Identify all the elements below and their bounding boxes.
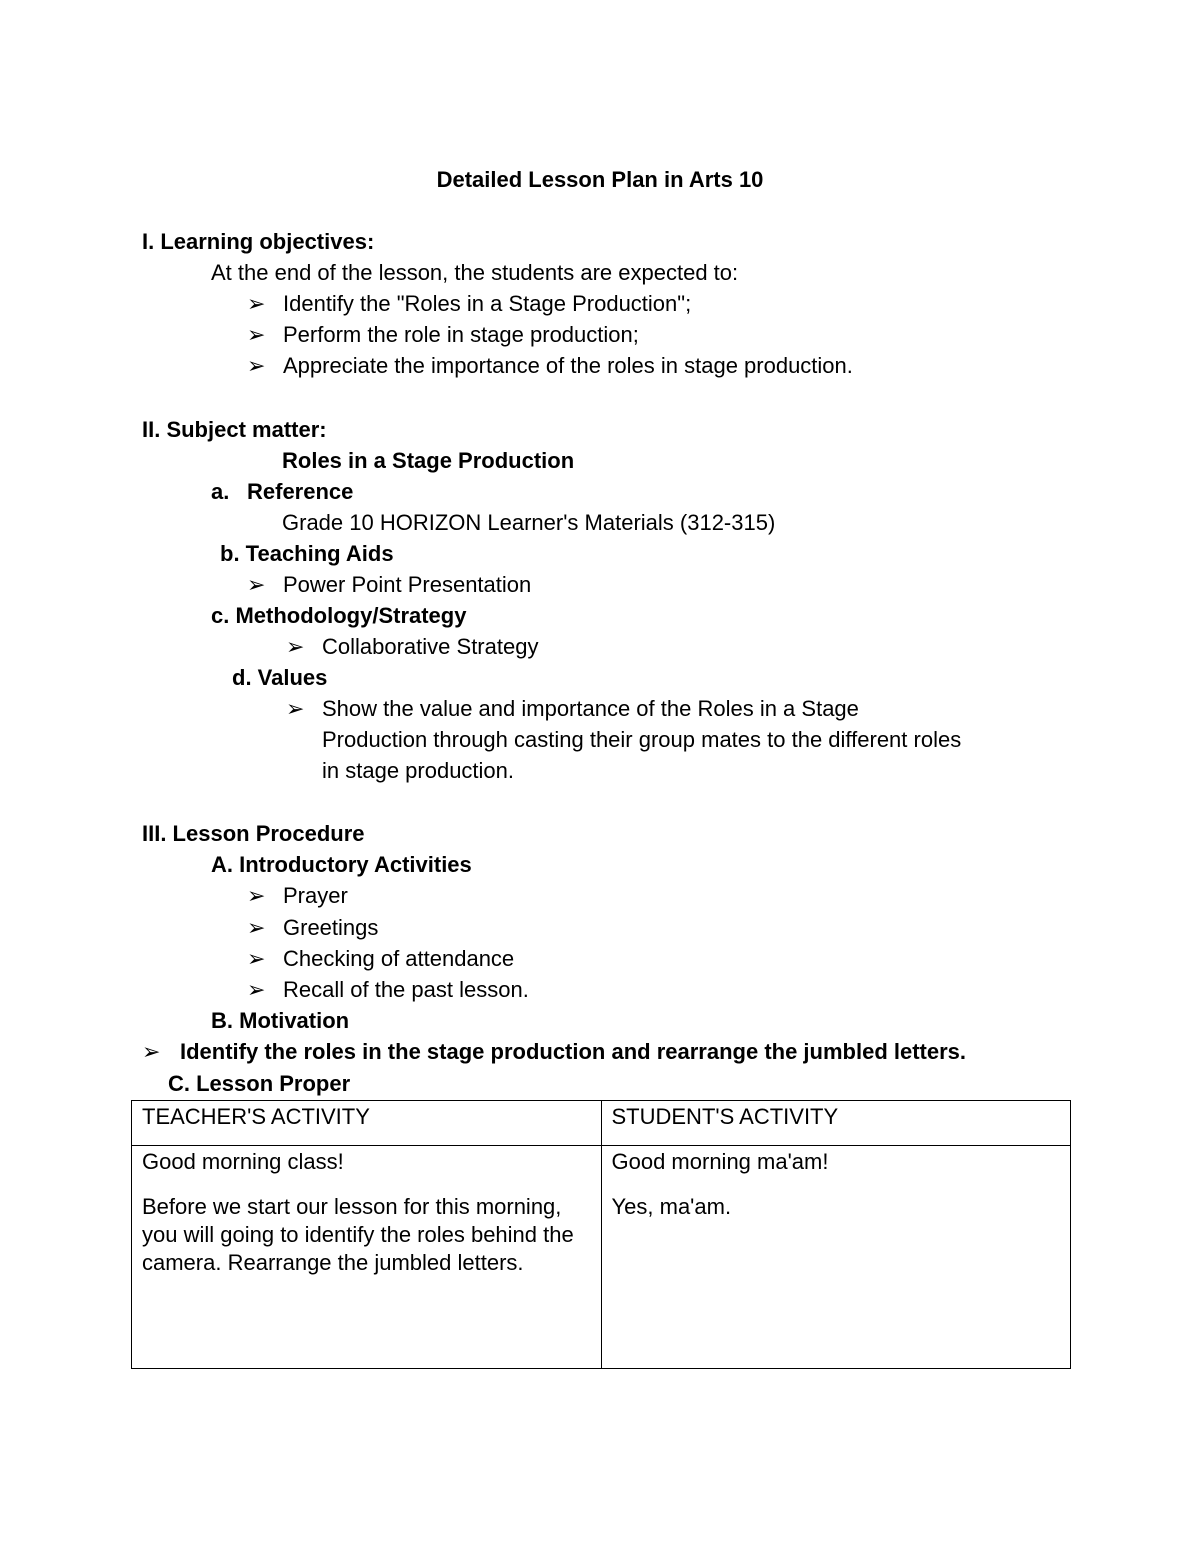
table-row <box>132 1146 1071 1369</box>
lesson-proper-table <box>131 1100 1071 1369</box>
list-item <box>247 883 348 909</box>
document-title: Detailed Lesson Plan in Arts 10 <box>436 167 764 192</box>
teaching-aids-heading: b. Teaching Aids <box>220 541 394 566</box>
lesson-proper-heading: C. Lesson Proper <box>168 1071 351 1096</box>
list-item <box>247 915 378 941</box>
teacher-line: Before we start our lesson for this morning, you will going to identify the roles behind the camera. Rearrange the jumbled letters. <box>142 1194 574 1275</box>
student-activity-header: STUDENT'S ACTIVITY <box>601 1101 1071 1146</box>
objective-text: Perform the role in stage production; <box>283 322 639 347</box>
table-header-row <box>132 1101 1071 1146</box>
list-item <box>247 291 691 317</box>
teaching-aid-text: Power Point Presentation <box>283 572 532 597</box>
objectives-intro: At the end of the lesson, the students are expected to: <box>211 260 739 285</box>
motivation-heading: B. Motivation <box>211 1008 350 1033</box>
arrow-bullet-icon: ➢ <box>247 977 266 1002</box>
activity-text: Recall of the past lesson. <box>283 977 529 1002</box>
values-text-line: Show the value and importance of the Roles in a Stage <box>322 696 859 721</box>
arrow-bullet-icon: ➢ <box>247 883 266 908</box>
arrow-bullet-icon: ➢ <box>286 634 305 659</box>
methodology-text: Collaborative Strategy <box>322 634 539 659</box>
list-item <box>247 353 853 379</box>
reference-label: a. <box>211 479 230 504</box>
subject-topic: Roles in a Stage Production <box>282 448 575 473</box>
values-heading: d. Values <box>232 665 328 690</box>
arrow-bullet-icon: ➢ <box>247 946 266 971</box>
arrow-bullet-icon: ➢ <box>247 322 266 347</box>
arrow-bullet-icon: ➢ <box>247 572 266 597</box>
activity-text: Greetings <box>283 915 379 940</box>
reference-heading <box>211 479 353 505</box>
reference-text: Grade 10 HORIZON Learner's Materials (312-315) <box>282 510 776 535</box>
values-text-line: Production through casting their group mates to the different roles <box>322 727 962 752</box>
section-lesson-procedure-heading: III. Lesson Procedure <box>142 821 365 846</box>
list-item <box>247 946 514 972</box>
list-item <box>247 322 639 348</box>
arrow-bullet-icon: ➢ <box>247 915 266 940</box>
objective-text: Appreciate the importance of the roles in stage production. <box>283 353 853 378</box>
arrow-bullet-icon: ➢ <box>286 696 305 721</box>
arrow-bullet-icon: ➢ <box>247 291 266 316</box>
activity-text: Checking of attendance <box>283 946 515 971</box>
student-line: Good morning ma'am! <box>611 1149 829 1174</box>
list-item <box>286 634 538 660</box>
teacher-line: Good morning class! <box>142 1149 344 1174</box>
list-item <box>142 1039 966 1065</box>
list-item <box>247 977 529 1003</box>
arrow-bullet-icon: ➢ <box>142 1039 161 1064</box>
student-line: Yes, ma'am. <box>611 1194 732 1219</box>
teacher-activity-cell <box>132 1146 602 1369</box>
section-subject-matter-heading: II. Subject matter: <box>142 417 327 442</box>
list-item <box>247 572 531 598</box>
teacher-activity-header: TEACHER'S ACTIVITY <box>132 1101 602 1146</box>
section-learning-objectives-heading: I. Learning objectives: <box>142 229 375 254</box>
introductory-activities-heading: A. Introductory Activities <box>211 852 472 877</box>
reference-heading-text: Reference <box>247 479 354 504</box>
list-item <box>286 696 859 722</box>
objective-text: Identify the "Roles in a Stage Production"; <box>283 291 692 316</box>
values-text-line: in stage production. <box>322 758 515 783</box>
motivation-text: Identify the roles in the stage production and rearrange the jumbled letters. <box>180 1039 967 1064</box>
activity-text: Prayer <box>283 883 348 908</box>
student-activity-cell <box>601 1146 1071 1369</box>
arrow-bullet-icon: ➢ <box>247 353 266 378</box>
methodology-heading: c. Methodology/Strategy <box>211 603 467 628</box>
